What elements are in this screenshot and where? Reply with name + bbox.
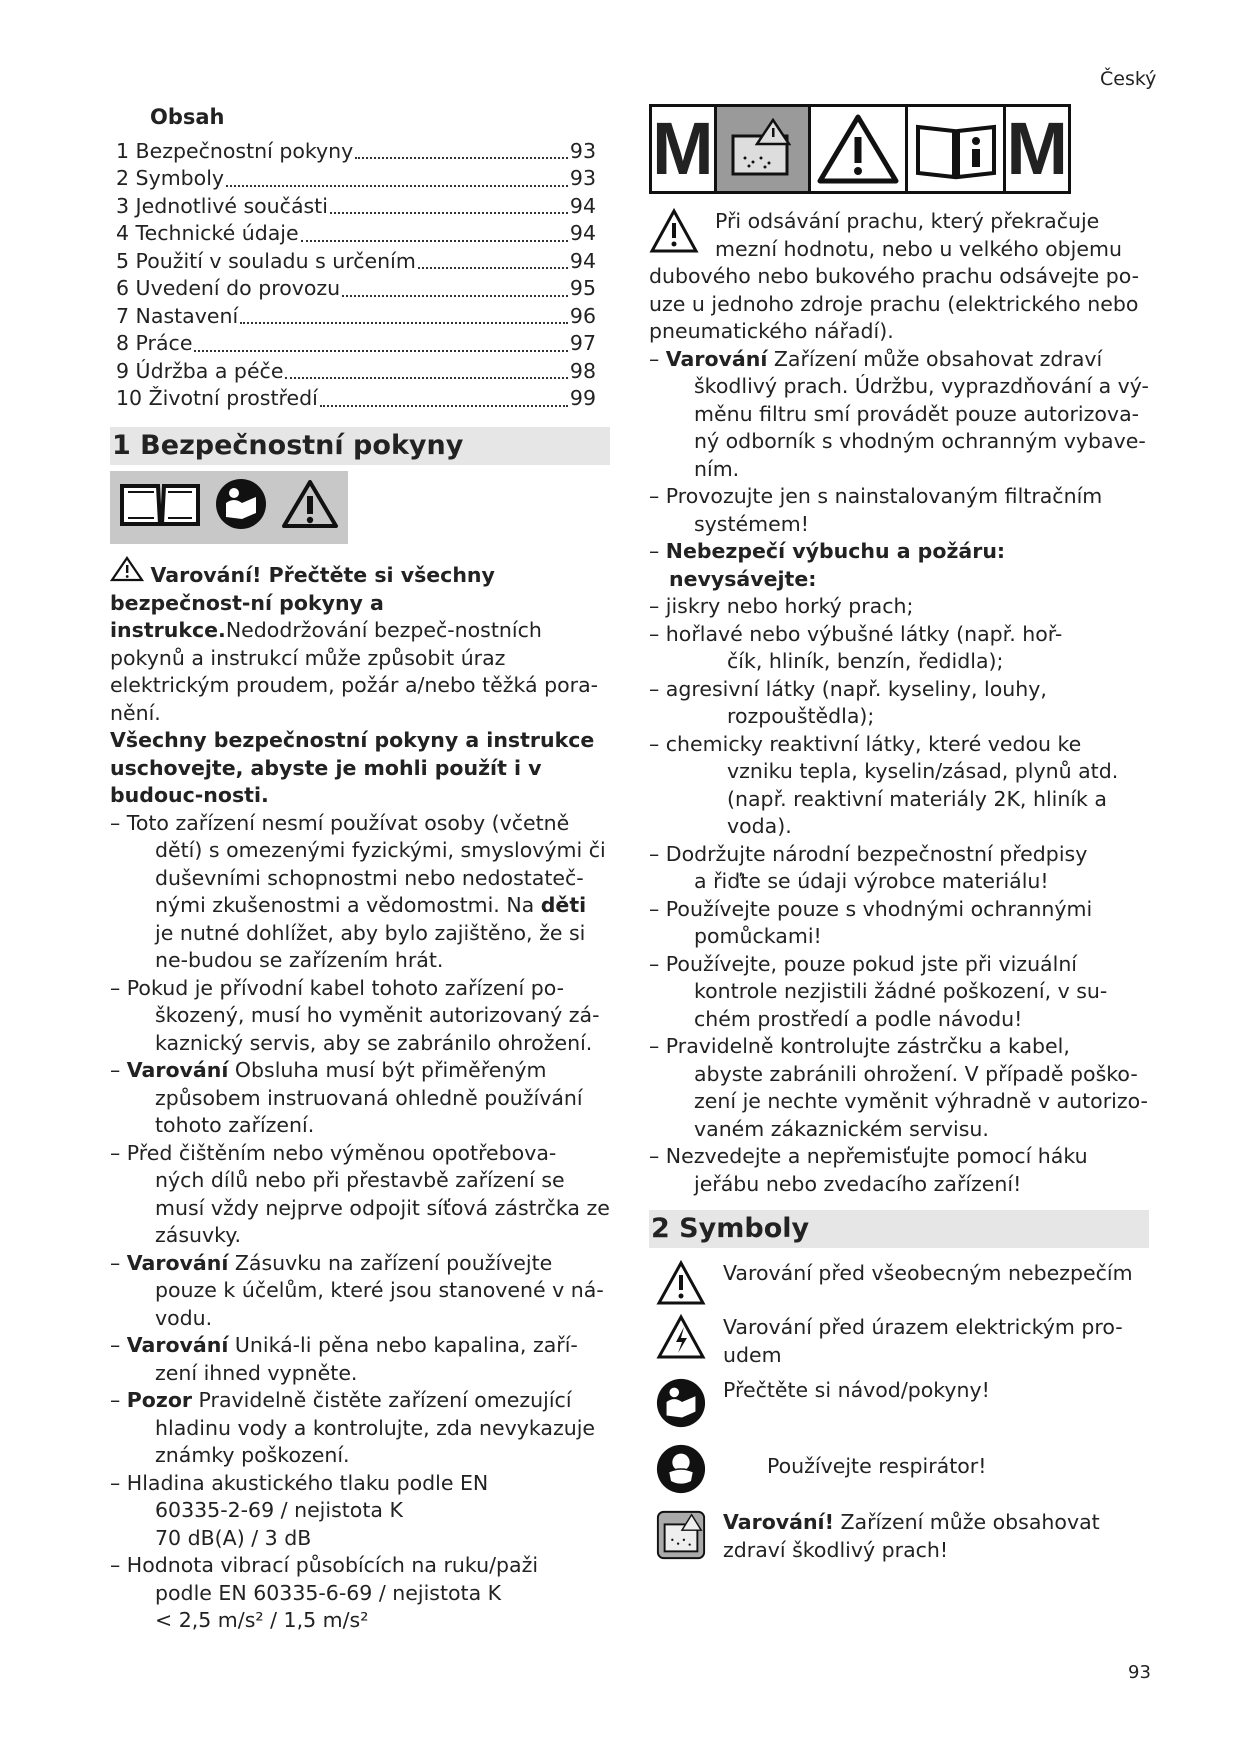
section-1-heading: 1 Bezpečnostní pokyny xyxy=(110,427,610,465)
left-column xyxy=(110,104,610,1635)
safety-item: – Hodnota vibrací působících na ruku/paži podle EN 60335-6-69 / nejistota K < 2,5 m/s² / 1,5 m/s² xyxy=(110,1553,539,1632)
language-label: Český xyxy=(1100,68,1157,90)
safety-item: – Varování Uniká-li pěna nebo kapalina, zaří- zení ihned vypněte. xyxy=(110,1333,578,1385)
toc-item[interactable]: 4 Technické údaje 94 xyxy=(116,221,596,245)
safety-item: – Před čištěním nebo výměnou opotřebova- ných dílů nebo při přestavbě zařízení se musí vždy nejprve odpojit síťová zástrčka ze zásuvky. xyxy=(110,1140,610,1247)
warning-triangle-icon xyxy=(811,107,909,191)
page-number: 93 xyxy=(1128,1662,1151,1683)
safety-item: – Nebezpečí výbuchu a požáru: nevysávejte: xyxy=(649,539,1006,591)
symbol-row: Varování! Zařízení může obsahovat zdraví škodlivý prach! xyxy=(649,1509,1149,1564)
symbol-row: Přečtěte si návod/pokyny! xyxy=(649,1377,1149,1429)
warning-heading: Varování! Přečtěte si všechny bezpečnost-ní pokyny a instrukce. xyxy=(110,563,495,642)
symbol-row: Používejte respirátor! xyxy=(649,1443,1149,1495)
class-letter-m: M xyxy=(1006,107,1068,191)
toc-item[interactable]: 10 Životní prostředí 99 xyxy=(116,386,596,410)
dust-warning-icon xyxy=(649,1509,713,1561)
general-warning xyxy=(110,556,610,727)
keep-instructions: Všechny bezpečnostní pokyny a instrukce uschovejte, abyste je mohli použít i v budouc-nosti. xyxy=(110,728,595,807)
safety-item: – Toto zařízení nesmí používat osoby (včetně dětí) s omezenými fyzickými, smyslovými či duševními schopnostmi nebo nedostateč-nými zkušenostmi a vědomostmi. Na děti je nutné dohlížet, aby bylo zajištěno, že si ne-budou se zařízením hrát. xyxy=(110,810,606,972)
safety-item: – jiskry nebo horký prach; xyxy=(649,594,914,618)
safety-item: – chemicky reaktivní látky, které vedou ke vzniku tepla, kyselin/zásad, plynů atd. (např. reaktivní materiály 2K, hliník a voda). xyxy=(649,731,1119,838)
general-hazard-icon xyxy=(649,1260,713,1306)
toc-item[interactable]: 7 Nastavení 96 xyxy=(116,303,596,328)
section-2-heading: 2 Symboly xyxy=(649,1210,1149,1248)
safety-item: – Pokud je přívodní kabel tohoto zařízení po- škozený, musí ho vyměnit autorizovaný zá-kaznický servis, aby se zabránilo ohrožení. xyxy=(110,975,600,1055)
respirator-icon xyxy=(649,1443,713,1495)
symbol-row: Varování před úrazem elektrickým pro-udem xyxy=(649,1314,1149,1369)
toc-list xyxy=(110,138,610,413)
safety-item: – Dodržujte národní bezpečnostní předpisy a řiďte se údaji výrobce materiálu! xyxy=(649,841,1088,893)
toc-item[interactable]: 6 Uvedení do provozu 95 xyxy=(116,276,596,300)
safety-item: – hořlavé nebo výbušné látky (např. hoř- čík, hliník, benzín, ředidla); xyxy=(649,621,1063,673)
toc-title: Obsah xyxy=(150,105,225,129)
safety-item: – Používejte pouze s vhodnými ochrannými pomůckami! xyxy=(649,896,1093,948)
safety-item: – Pravidelně kontrolujte zástrčku a kabel, abyste zabránili ohrožení. V případě poško-zení je nechte vyměnit výhradně v autorizo-vaném zákaznickém servisu. xyxy=(649,1034,1148,1141)
safety-item: – Varování Zásuvku na zařízení používejte pouze k účelům, které jsou stanovené v ná-vodu. xyxy=(110,1250,604,1330)
safety-item: – Provozujte jen s nainstalovaným filtračním systémem! xyxy=(649,484,1103,536)
right-column xyxy=(649,104,1149,1572)
dust-container-warning-icon xyxy=(717,107,811,191)
safety-item: – Používejte, pouze pokud jste při vizuální kontrole nezjistili žádné poškození, v su-chém prostředí a podle návodu! xyxy=(649,951,1108,1031)
read-manual-icon xyxy=(908,107,1006,191)
read-manual-icon xyxy=(214,477,268,539)
warning-body: Nedodržování bezpeč-nostních pokynů a instrukcí může způsobit úraz elektrickým proudem, požár a/nebo těžká pora-nění. xyxy=(110,618,599,725)
safety-item: – Pozor Pravidelně čistěte zařízení omezující hladinu vody a kontrolujte, zda nevykazuje známky poškození. xyxy=(110,1388,596,1467)
section-1-icon-strip xyxy=(110,471,348,545)
dust-class-label xyxy=(649,104,1071,194)
safety-item: – Hladina akustického tlaku podle EN 60335-2-69 / nejistota K 70 dB(A) / 3 dB xyxy=(110,1470,489,1550)
warning-triangle-icon xyxy=(649,208,715,263)
safety-item: – Varování Obsluha musí být přiměřeným způsobem instruovaná ohledně používání tohoto zařízení. xyxy=(110,1058,583,1137)
toc-item[interactable]: 1 Bezpečnostní pokyny 93 xyxy=(116,138,596,163)
book-icon xyxy=(118,478,202,538)
safety-item: – Varování Zařízení může obsahovat zdraví škodlivý prach. Údržbu, vyprazdňování a vý-měnu filtru smí provádět pouze autorizova-ný odborník s vhodným ochranným vybave-ním. xyxy=(649,346,1149,481)
toc-item[interactable]: 3 Jednotlivé součásti 94 xyxy=(116,193,596,218)
safety-item: – agresivní látky (např. kyseliny, louhy, rozpouštědla); xyxy=(649,676,1047,728)
warning-small-icon xyxy=(110,563,144,587)
toc-item[interactable]: 5 Použití v souladu s určením 94 xyxy=(116,248,596,273)
toc-item[interactable]: 9 Údržba a péče 98 xyxy=(116,358,596,383)
toc-item[interactable]: 8 Práce 97 xyxy=(116,331,596,355)
warning-triangle-icon xyxy=(280,478,340,538)
safety-item: – Nezvedejte a nepřemisťujte pomocí háku jeřábu nebo zvedacího zařízení! xyxy=(649,1144,1088,1196)
read-manual-icon xyxy=(649,1377,713,1429)
dust-warning: Při odsávání prachu, který překračuje mezní hodnotu, nebo u velkého objemu dubového nebo bukového prachu odsávejte po-uze u jednoho zdroje prachu (elektrického nebo pneumatického nářadí). xyxy=(649,209,1140,343)
toc-item[interactable]: 2 Symboly 93 xyxy=(116,166,596,190)
class-letter-m: M xyxy=(652,107,717,191)
electric-hazard-icon xyxy=(649,1314,713,1360)
symbol-row: Varování před všeobecným nebezpečím xyxy=(649,1260,1149,1306)
